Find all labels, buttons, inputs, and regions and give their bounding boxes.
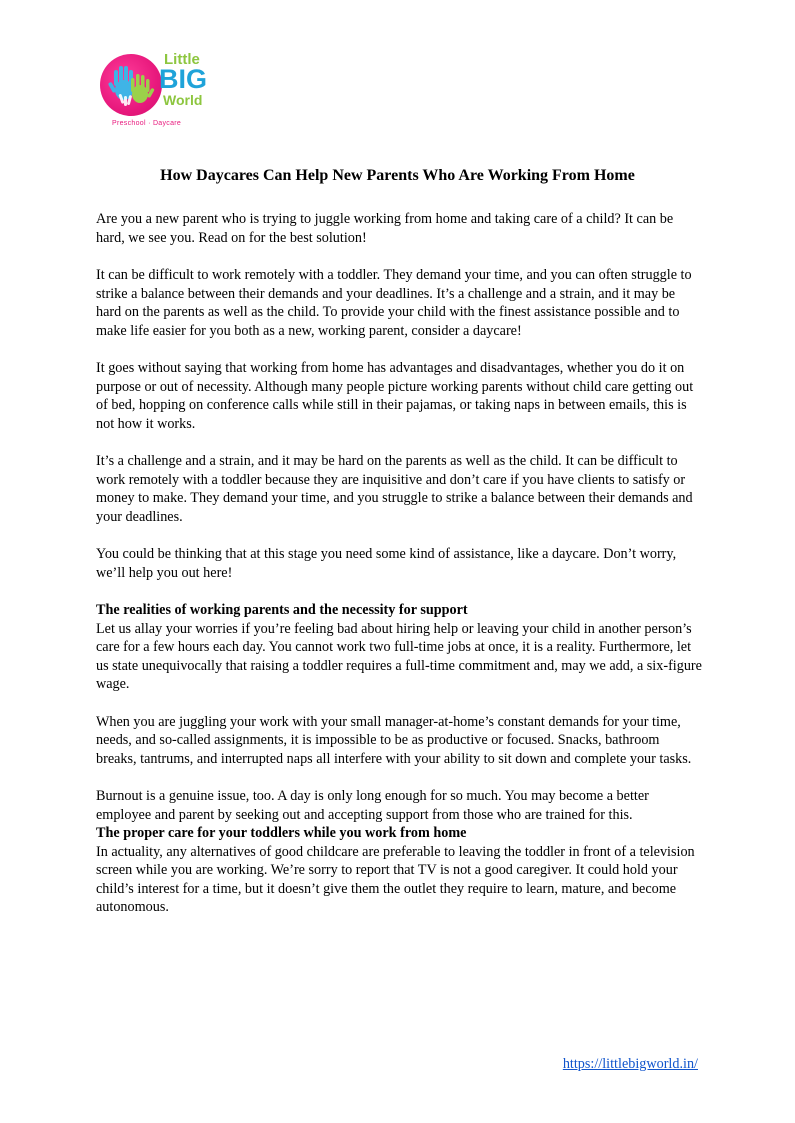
document-body [96,210,702,936]
logo-tagline: Preschool · Daycare [112,120,182,127]
hands-icon [100,54,162,116]
website-link[interactable]: https://littlebigworld.in/ [562,1056,698,1072]
logo-text-world: World [163,92,203,108]
paragraph-2: It can be difficult to work remotely with a toddler. They demand your time, and you can often struggle to strike a balance between their demands and your deadlines. It’s a challenge and a strain, and it may be hard on the parents as well as the child. To provide your child with the finest assistance possible and to make life easier for you both as a new, working parent, consider a daycare! [96,267,692,339]
logo-text-little: Little [164,51,200,68]
paragraph-6: Let us allay your worries if you’re feeling bad about hiring help or leaving your child in another person’s care for a few hours each day. You cannot work two full-time jobs at once, it is a reality. Furthermore, let us state unequivocally that raising a toddler requires a full-time commitment and, may we add, a six-figure wage. [96,620,702,692]
paragraph-7: When you are juggling your work with your small manager-at-home’s constant demands for your time, needs, and so-called assignments, it is impossible to be as productive or focused. Snacks, bathroom breaks, tantrums, and interrupted naps all interfere with your ability to sit down and complete your tasks. [96,713,692,767]
paragraph-1: Are you a new parent who is trying to juggle working from home and taking care of a child? It can be hard, we see you. Read on for the best solution! [96,211,674,246]
paragraph-5: You could be thinking that at this stage you need some kind of assistance, like a daycare. Don’t worry, we’ll help you out here! [96,546,677,581]
paragraph-3: It goes without saying that working from home has advantages and disadvantages, whether you do it on purpose or out of necessity. Although many people picture working parents without child care getting out of bed, hopping on conference calls while still in their pajamas, or taking naps in between emails, this is not how it works. [96,360,694,432]
section-heading-2: The proper care for your toddlers while you work from home [96,825,467,841]
paragraph-8: Burnout is a genuine issue, too. A day is only long enough for so much. You may become a better employee and parent by seeking out and accepting support from those who are trained for this. [96,788,649,823]
logo-circle [100,54,162,116]
document-title: How Daycares Can Help New Parents Who Are Working From Home [160,167,635,184]
section-heading-1: The realities of working parents and the necessity for support [96,602,468,618]
company-logo [100,50,220,132]
logo-text-big: BIG [159,64,208,94]
paragraph-4: It’s a challenge and a strain, and it may be hard on the parents as well as the child. It can be difficult to work remotely with a toddler because they are inquisitive and don’t care if you have clients to satisfy or money to make. They demand your time, and you struggle to strike a balance between their demands and your deadlines. [96,453,693,525]
paragraph-9: In actuality, any alternatives of good childcare are preferable to leaving the toddler in front of a television screen while you are working. We’re sorry to report that TV is not a good caregiver. It could hold your child’s interest for a time, but it doesn’t give them the outlet they require to learn, mature, and become autonomous. [96,843,695,915]
